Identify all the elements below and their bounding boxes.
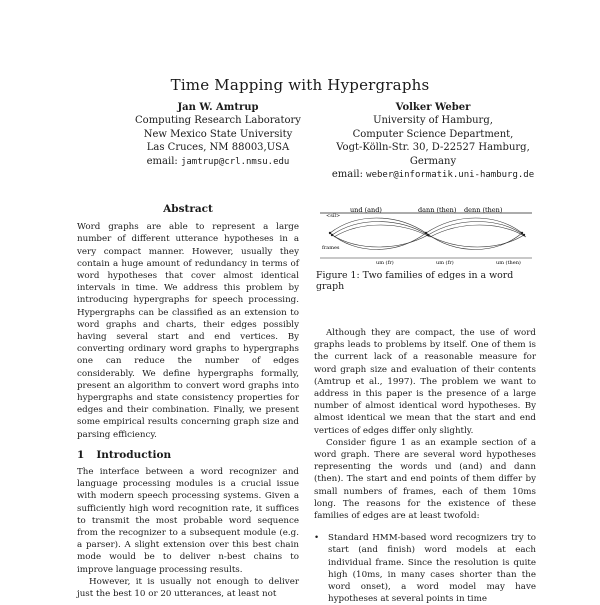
author-block-2 xyxy=(318,101,548,182)
bullet-item xyxy=(314,532,536,605)
author-block-1 xyxy=(98,101,338,169)
graph-vertex xyxy=(523,234,525,236)
email-label: email: xyxy=(146,155,178,167)
paper-title: Time Mapping with Hypergraphs xyxy=(170,76,430,94)
left-column xyxy=(77,203,299,600)
graph-edge xyxy=(332,235,428,247)
author-name: Volker Weber xyxy=(395,102,471,113)
graph-vertex xyxy=(427,234,429,236)
author-affiliation: Computer Science Department, xyxy=(352,128,514,140)
figure-caption: Figure 1: Two families of edges in a word graph xyxy=(316,270,514,292)
graph-edge xyxy=(426,218,522,233)
author-affiliation: New Mexico State University xyxy=(143,128,293,140)
abstract-heading: Abstract xyxy=(163,203,213,215)
author-address: Vogt-Kölln-Str. 30, D-22527 Hamburg, Germany xyxy=(336,142,530,167)
section-number: 1 xyxy=(77,448,85,461)
graph-edge xyxy=(330,218,426,233)
intro-paragraph: The interface between a word recognizer and language processing modules is a crucial issue with modern speech processing systems. Given a sufficiently high word recognition rate, it suffices to transmit the most probable word sequence from the recognizer to a subsequent module (e.g. a parser). A slight extension over this best chain mode would be to deliver n-best chains to improve language processing results. xyxy=(77,467,299,575)
bullet-dot: • xyxy=(314,533,320,544)
figure-frames-label: frames xyxy=(322,245,340,251)
figure-axis-label: um (fr) xyxy=(376,260,394,265)
graph-edge xyxy=(430,225,526,237)
graph-vertex xyxy=(425,232,427,234)
edge-family-und xyxy=(330,218,430,250)
email-label: email: xyxy=(331,169,363,181)
body-paragraph: Consider figure 1 as an example section of a word graph. There are several word hypotheses representing the words und (and) and dann (then). The start and end points of them differ by small numbers of frames, each of them 10ms long. The reasons for the existence of these families of edges are at least twofold: xyxy=(314,437,536,522)
section-title: Introduction xyxy=(96,448,172,461)
graph-vertex xyxy=(521,232,523,234)
author-affiliation: Computing Research Laboratory xyxy=(135,115,301,127)
section-heading-introduction xyxy=(77,449,299,461)
edge-family-dann xyxy=(426,218,526,250)
graph-vertex xyxy=(329,232,331,234)
abstract-text: Word graphs are able to represent a large number of different utterance hypotheses in a very compact manner. However, usually they contain a huge amount of redundancy in terms of word hypotheses that cover almost identical intervals in time. We address this problem by introducing hypergraphs for speech processing. Hypergraphs can be classified as an extension to word graphs and charts, their edges possibly having several start and end vertices. By converting ordinary word graphs to hypergraphs one can reduce the number of edges considerably. We define hypergraphs formally, present an algorithm to convert word graphs into hypergraphs and state consistency properties for edges and their combination. Finally, we present some empirical results concerning graph size and parsing efficiency. xyxy=(77,222,299,440)
intro-paragraph: However, it is usually not enough to deliver just the best 10 or 20 utterances, at least not xyxy=(77,576,299,600)
graph-edge xyxy=(428,222,524,236)
body-paragraph: Although they are compact, the use of word graphs leads to problems by itself. One of them is the current lack of a reasonable measure for word graph size and evaluation of their contents (Amtrup et al., 1997). The problem we want to address in this paper is the presence of a large number of almost identical word hypotheses. By almost identical we mean that the start and end vertices of edges differ only slightly. xyxy=(314,328,536,436)
author-name: Jan W. Amtrup xyxy=(177,102,259,113)
bullet-text: Standard HMM-based word recognizers try to start (and finish) word models at each individual frame. Since the resolution is quite high (10ms, in many cases shorter than the word onset), a word model may have hypotheses at several points in time xyxy=(328,533,536,605)
author-email[interactable]: jamtrup@crl.nmsu.edu xyxy=(180,156,290,167)
figure-label-und: und (and) xyxy=(350,206,382,214)
author-email[interactable]: weber@informatik.uni-hamburg.de xyxy=(366,170,535,181)
author-affiliation: University of Hamburg, xyxy=(373,115,493,127)
graph-vertex xyxy=(331,234,333,236)
word-graph-figure xyxy=(316,203,536,265)
figure-axis-label: um (fr) xyxy=(436,260,454,265)
author-address: Las Cruces, NM 88003,USA xyxy=(146,142,290,154)
figure-label-dann: dann (then) xyxy=(418,206,457,214)
graph-edge xyxy=(428,235,524,247)
figure-label-denn: denn (then) xyxy=(464,206,503,214)
figure-axis-label: um (then) xyxy=(496,260,521,265)
figure-tick-label: <sil> xyxy=(326,213,341,219)
right-column xyxy=(314,327,536,605)
